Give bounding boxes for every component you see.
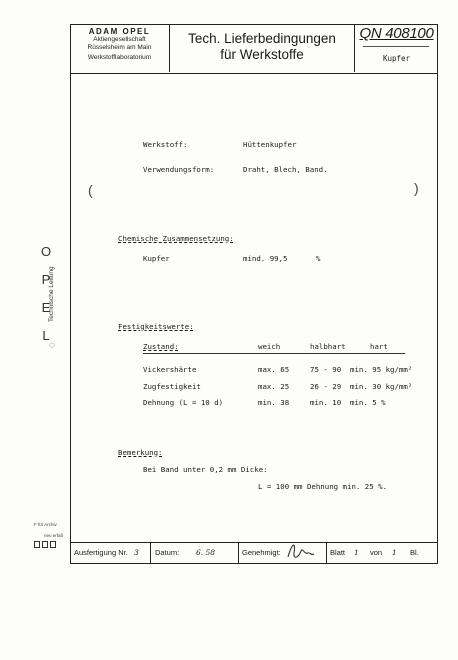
company-type: Aktiengesellschaft: [93, 36, 146, 43]
side-letter-l: L: [42, 328, 50, 343]
strength-col-hart: hart: [370, 342, 388, 351]
strength-header-rule: [143, 353, 405, 354]
ausfertigung-value: 3: [134, 548, 139, 557]
strength-col-halbhart: halbhart: [310, 342, 346, 351]
checkbox-1: [34, 541, 40, 548]
norm-number: QN 408100: [359, 25, 434, 42]
side-letter-e: E: [41, 300, 51, 315]
row-dehnung-label: Dehnung (L = 10 d): [143, 398, 224, 407]
chem-unit: %: [316, 254, 321, 263]
norm-block: [355, 24, 438, 72]
verwendungsform-value: Draht, Blech, Band.: [243, 165, 328, 174]
row-vickers-halbhart: 75 - 90: [310, 365, 342, 374]
footer-sep-3: [326, 543, 327, 563]
row-dehnung-hart: min. 5 %: [350, 398, 386, 407]
punch-mark-top-right: ): [414, 180, 419, 196]
footer-block: [70, 542, 438, 564]
von-value: 1: [392, 548, 397, 557]
strength-col-weich: weich: [258, 342, 281, 351]
verwendungsform-label: Verwendungsform:: [143, 165, 215, 174]
werkstoff-label: Werkstoff:: [143, 140, 188, 149]
strength-heading: Festigkeitswerte:: [118, 322, 194, 331]
punch-mark-top: (: [88, 182, 93, 198]
margin-note-new: neu erfaß: [44, 533, 64, 538]
margin-note-archive: F für Archiv: [34, 522, 57, 527]
row-vickers-label: Vickershärte: [143, 365, 197, 374]
remarks-line-1: Bei Band unter 0,2 mm Dicke:: [143, 465, 268, 474]
signature: [284, 539, 318, 563]
side-letter-o: O: [40, 244, 52, 259]
punch-hole-mark: ◌: [49, 340, 55, 351]
row-dehnung-weich: min. 38: [258, 398, 290, 407]
checkbox-3: [50, 541, 56, 548]
datum-label: Datum:: [155, 548, 180, 557]
remarks-heading: Bemerkung:: [118, 448, 163, 457]
title-line-2: für Werkstoffe: [220, 47, 304, 62]
row-zug-weich: max. 25: [258, 382, 290, 391]
blatt-value: 1: [354, 548, 359, 557]
title-block: [70, 24, 438, 74]
footer-sep-2: [238, 543, 239, 563]
datum-value: 6. 58: [196, 548, 216, 557]
side-letter-p: P: [41, 272, 51, 287]
ausfertigung-label: Ausfertigung Nr.: [74, 548, 128, 557]
company-department: Werkstofflaboratorium: [87, 54, 152, 61]
genehmigt-label: Genehmigt:: [242, 548, 281, 557]
row-dehnung-halbhart: min. 10: [310, 398, 342, 407]
chem-element: Kupfer: [143, 254, 170, 263]
checkbox-2: [42, 541, 48, 548]
row-vickers-weich: max. 65: [258, 365, 290, 374]
material-subject: Kupfer: [382, 54, 411, 63]
strike-line: [363, 46, 429, 47]
row-vickers-hart: min. 95 kg/mm²: [350, 365, 413, 374]
chem-value: mind. 99,5: [243, 254, 288, 263]
document-title: [170, 24, 355, 72]
row-zug-hart: min. 30 kg/mm²: [350, 382, 413, 391]
footer-sep-1: [150, 543, 151, 563]
blatt-label: Blatt: [330, 548, 346, 557]
company-name: ADAM OPEL: [88, 27, 151, 36]
strength-col-zustand: Zustand:: [143, 342, 179, 351]
chem-heading: Chemische Zusammensetzung:: [118, 234, 234, 243]
von-label: von: [370, 548, 383, 557]
werkstoff-value: Hüttenkupfer: [243, 140, 297, 149]
bl-label: Bl.: [410, 548, 419, 557]
company-location: Rüsselsheim am Main: [87, 44, 152, 51]
row-zug-halbhart: 26 - 29: [310, 382, 342, 391]
title-line-1: Tech. Lieferbedingungen: [188, 31, 336, 46]
company-block: [70, 24, 170, 72]
remarks-line-2: L = 100 mm Dehnung min. 25 %.: [258, 482, 388, 491]
row-zug-label: Zugfestigkeit: [143, 382, 201, 391]
side-department-label: Technische Leitung: [48, 266, 55, 322]
